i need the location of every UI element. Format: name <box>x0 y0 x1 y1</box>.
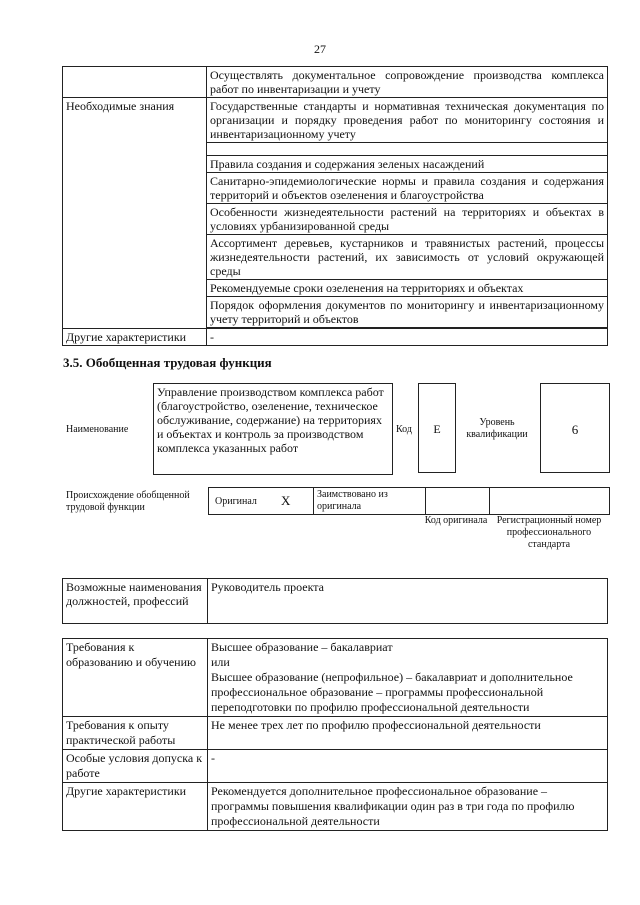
row-value: Ассортимент деревьев, кустарников и травянистых растений, процессы жизнедеятельности растений, их зависимость от условий окружающей среды <box>207 235 608 280</box>
code-box <box>418 383 456 473</box>
origin-row <box>208 487 610 515</box>
row-value: Рекомендуемые сроки озеленения на территориях и объектах <box>207 280 608 297</box>
row-label: Возможные наименования должностей, профессий <box>63 579 208 624</box>
table-row <box>63 67 608 98</box>
row-label: Требования к образованию и обучению <box>63 639 208 717</box>
row-value <box>208 639 608 717</box>
row-value: Государственные стандарты и нормативная техническая документация по организации и порядку проведения работ по мониторингу состояния и инвентаризационному учету <box>207 98 608 143</box>
row-line: Не менее трех лет по профилю профессиональной деятельности <box>211 718 541 732</box>
gtf-name-value: Управление производством комплекса работ (благоустройство, озеленение, техническое обслуживание, содержание) на территориях и объектах и контроль за производством комплекса указанных работ <box>157 385 384 455</box>
row-value: Осуществлять документальное сопровождение производства комплекса работ по инвентаризации и учету <box>207 67 608 98</box>
row-line: Высшее образование – бакалавриат <box>211 640 393 654</box>
registration-caption: Регистрационный номер профессионального стандарта <box>496 515 602 550</box>
table-row <box>63 329 608 346</box>
row-line: Высшее образование (непрофильное) – бакалавриат и дополнительное профессиональное образование – программы профессиональной переподготовки по профилю профессиональной деятельности <box>211 670 573 714</box>
table-row <box>63 783 608 831</box>
row-label: Особые условия допуска к работе <box>63 750 208 783</box>
code-value: E <box>433 422 441 436</box>
table-row <box>63 98 608 143</box>
row-line: - <box>211 751 215 765</box>
table-row <box>63 717 608 750</box>
original-label: Оригинал <box>215 496 257 507</box>
row-value: Порядок оформления документов по мониторингу и инвентаризационному учету территорий и объектов <box>207 297 608 328</box>
row-value <box>208 750 608 783</box>
origin-label: Происхождение обобщенной трудовой функции <box>66 490 190 513</box>
row-value: Руководитель проекта <box>208 579 608 624</box>
divider <box>313 488 314 514</box>
requirements-table <box>62 638 608 831</box>
row-value <box>208 717 608 750</box>
table-row <box>63 750 608 783</box>
knowledge-table <box>62 66 608 346</box>
row-value <box>208 783 608 831</box>
gtf-name-box <box>153 383 393 475</box>
row-label: Требования к опыту практической работы <box>63 717 208 750</box>
divider <box>489 488 490 514</box>
row-value: Санитарно-эпидемиологические нормы и правила создания и содержания территорий и объектов озеленения и благоустройства <box>207 173 608 204</box>
positions-table <box>62 578 608 624</box>
row-value: Особенности жизнедеятельности растений на территориях и объектах в условиях урбанизированной среды <box>207 204 608 235</box>
table-row <box>63 639 608 717</box>
row-value: - <box>207 329 608 346</box>
level-box <box>540 383 610 473</box>
divider <box>425 488 426 514</box>
row-label: Необходимые знания <box>63 98 207 329</box>
row-label: Другие характеристики <box>63 329 207 346</box>
original-mark: X <box>281 493 291 508</box>
code-label: Код <box>396 424 412 435</box>
section-title: 3.5. Обобщенная трудовая функция <box>63 355 272 370</box>
row-line: Рекомендуется дополнительное профессиональное образование – программы повышения квалификации один раз в три года по профилю профессиональной деятельности <box>211 784 575 828</box>
row-line: или <box>211 655 230 669</box>
row-value <box>207 143 608 156</box>
level-value: 6 <box>571 422 579 437</box>
page-number: 27 <box>314 42 326 56</box>
borrowed-label: Заимствовано из оригинала <box>317 489 388 512</box>
name-label: Наименование <box>66 424 129 435</box>
row-value: Правила создания и содержания зеленых насаждений <box>207 156 608 173</box>
code-original-caption: Код оригинала <box>424 515 488 526</box>
row-label: Другие характеристики <box>63 783 208 831</box>
level-label: Уровень квалификации <box>466 417 528 440</box>
row-label <box>63 67 207 98</box>
table-row <box>63 579 608 624</box>
